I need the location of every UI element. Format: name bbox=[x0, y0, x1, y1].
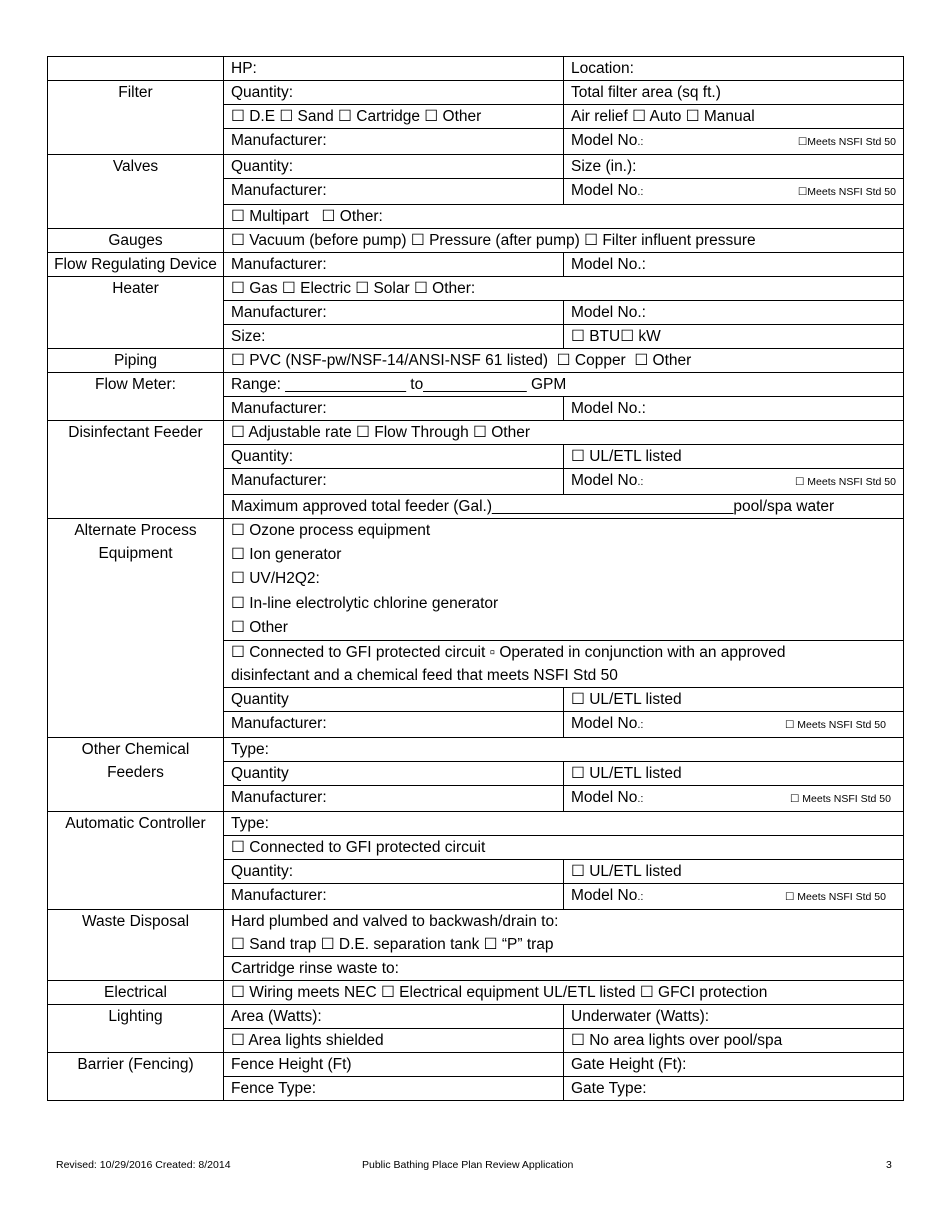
valves-model-field[interactable] bbox=[564, 179, 904, 205]
gauges-row bbox=[48, 229, 904, 253]
lighting-shielded-checkbox[interactable]: ☐ Area lights shielded bbox=[224, 1029, 564, 1053]
pump-location-field[interactable]: Location: bbox=[564, 57, 904, 81]
disinfectant-manufacturer-field[interactable]: Manufacturer: bbox=[224, 469, 564, 495]
filter-area-field[interactable]: Total filter area (sq ft.) bbox=[564, 81, 904, 105]
pump-label-cell bbox=[48, 57, 224, 81]
gauges-checkboxes[interactable]: ☐ Vacuum (before pump) ☐ Pressure (after pump) ☐ Filter influent pressure bbox=[224, 229, 904, 253]
barrier-gate-height-field[interactable]: Gate Height (Ft): bbox=[564, 1053, 904, 1077]
controller-type-field[interactable]: Type: bbox=[224, 812, 904, 836]
gauges-label: Gauges bbox=[48, 229, 224, 253]
electrical-checkboxes[interactable]: ☐ Wiring meets NEC ☐ Electrical equipment UL/ETL listed ☐ GFCI protection bbox=[224, 981, 904, 1005]
controller-model-field[interactable] bbox=[564, 884, 904, 910]
disinfectant-model-suffix: .: bbox=[637, 476, 644, 488]
controller-nsfi-checkbox[interactable]: ☐ Meets NSFI Std 50 bbox=[784, 891, 886, 904]
barrier-label: Barrier (Fencing) bbox=[48, 1053, 224, 1101]
flow-meter-manufacturer-field[interactable]: Manufacturer: bbox=[224, 397, 564, 421]
flow-meter-label: Flow Meter: bbox=[48, 373, 224, 421]
other-chem-model-suffix: .: bbox=[637, 793, 644, 806]
controller-model-label: Model No bbox=[571, 887, 638, 905]
controller-quantity-field[interactable]: Quantity: bbox=[224, 860, 564, 884]
filter-model-field[interactable] bbox=[564, 129, 904, 155]
waste-label: Waste Disposal bbox=[48, 910, 224, 981]
valves-label: Valves bbox=[48, 155, 224, 229]
flow-meter-row-1 bbox=[48, 373, 904, 397]
flow-device-row bbox=[48, 253, 904, 277]
heater-row-1 bbox=[48, 277, 904, 301]
valves-manufacturer-field[interactable]: Manufacturer: bbox=[224, 179, 564, 205]
flow-meter-range-field[interactable]: Range: ______________ to____________ GPM bbox=[224, 373, 904, 397]
valves-nsfi-checkbox[interactable]: ☐Meets NSFI Std 50 bbox=[797, 186, 896, 198]
disinfectant-row-1 bbox=[48, 421, 904, 445]
barrier-fence-height-field[interactable]: Fence Height (Ft) bbox=[224, 1053, 564, 1077]
valves-row-1 bbox=[48, 155, 904, 179]
filter-label: Filter bbox=[48, 81, 224, 155]
alternate-nsfi-checkbox[interactable]: ☐ Meets NSFI Std 50 bbox=[784, 719, 886, 732]
lighting-label: Lighting bbox=[48, 1005, 224, 1053]
alternate-listed-checkbox[interactable]: ☐ UL/ETL listed bbox=[564, 688, 904, 712]
filter-model-suffix: .: bbox=[637, 136, 644, 148]
filter-quantity-field[interactable]: Quantity: bbox=[224, 81, 564, 105]
other-chem-label: Other Chemical Feeders bbox=[48, 738, 224, 812]
disinfectant-listed-checkbox[interactable]: ☐ UL/ETL listed bbox=[564, 445, 904, 469]
footer-revised: Revised: 10/29/2016 Created: 8/2014 bbox=[56, 1159, 231, 1171]
valves-model-label: Model No bbox=[571, 182, 638, 199]
alternate-model-suffix: .: bbox=[637, 719, 644, 732]
heater-manufacturer-field[interactable]: Manufacturer: bbox=[224, 301, 564, 325]
piping-row bbox=[48, 349, 904, 373]
alternate-label: Alternate Process Equipment bbox=[48, 519, 224, 738]
lighting-underwater-field[interactable]: Underwater (Watts): bbox=[564, 1005, 904, 1029]
lighting-area-field[interactable]: Area (Watts): bbox=[224, 1005, 564, 1029]
disinfectant-nsfi-checkbox[interactable]: ☐ Meets NSFI Std 50 bbox=[794, 476, 896, 488]
heater-type-checkboxes[interactable]: ☐ Gas ☐ Electric ☐ Solar ☐ Other: bbox=[224, 277, 904, 301]
filter-air-relief-checkboxes[interactable]: Air relief ☐ Auto ☐ Manual bbox=[564, 105, 904, 129]
flow-device-model-field[interactable]: Model No.: bbox=[564, 253, 904, 277]
lighting-row-1 bbox=[48, 1005, 904, 1029]
lighting-no-area-checkbox[interactable]: ☐ No area lights over pool/spa bbox=[564, 1029, 904, 1053]
alternate-row-1 bbox=[48, 519, 904, 641]
disinfectant-max-feeder-field[interactable]: Maximum approved total feeder (Gal.)____________________________pool/spa water bbox=[224, 495, 904, 519]
alternate-option-uv[interactable]: ☐ UV/H2Q2: bbox=[231, 570, 320, 588]
waste-drain-field bbox=[224, 910, 904, 957]
equipment-form-table bbox=[47, 56, 904, 1101]
filter-model-label: Model No bbox=[571, 132, 638, 149]
other-chem-model-field[interactable] bbox=[564, 786, 904, 812]
other-chem-quantity-field[interactable]: Quantity bbox=[224, 762, 564, 786]
other-chem-model-label: Model No bbox=[571, 789, 638, 807]
alternate-option-electrolytic[interactable]: ☐ In-line electrolytic chlorine generator bbox=[231, 594, 499, 612]
waste-row-1 bbox=[48, 910, 904, 957]
heater-unit-checkboxes[interactable]: ☐ BTU☐ kW bbox=[564, 325, 904, 349]
footer-page-number: 3 bbox=[886, 1159, 892, 1171]
controller-gfi-checkbox[interactable]: ☐ Connected to GFI protected circuit bbox=[224, 836, 904, 860]
valves-model-suffix: .: bbox=[637, 186, 644, 198]
waste-trap-checkboxes[interactable]: ☐ Sand trap ☐ D.E. separation tank ☐ “P” trap bbox=[231, 936, 554, 954]
electrical-row bbox=[48, 981, 904, 1005]
filter-nsfi-checkbox[interactable]: ☐Meets NSFI Std 50 bbox=[797, 136, 896, 148]
controller-row-1 bbox=[48, 812, 904, 836]
alternate-manufacturer-field[interactable]: Manufacturer: bbox=[224, 712, 564, 738]
pump-row bbox=[48, 57, 904, 81]
heater-size-field[interactable]: Size: bbox=[224, 325, 564, 349]
valves-quantity-field[interactable]: Quantity: bbox=[224, 155, 564, 179]
controller-model-suffix: .: bbox=[637, 891, 644, 904]
footer-title: Public Bathing Place Plan Review Application bbox=[362, 1159, 574, 1171]
disinfectant-quantity-field[interactable]: Quantity: bbox=[224, 445, 564, 469]
flow-device-label: Flow Regulating Device bbox=[48, 253, 224, 277]
alternate-options-list bbox=[224, 519, 904, 641]
flow-meter-model-field[interactable]: Model No.: bbox=[564, 397, 904, 421]
barrier-row-1 bbox=[48, 1053, 904, 1077]
other-chem-type-field[interactable]: Type: bbox=[224, 738, 904, 762]
disinfectant-type-checkboxes[interactable]: ☐ Adjustable rate ☐ Flow Through ☐ Other bbox=[224, 421, 904, 445]
barrier-fence-type-field[interactable]: Fence Type: bbox=[224, 1077, 564, 1101]
disinfectant-label: Disinfectant Feeder bbox=[48, 421, 224, 519]
alternate-option-ozone[interactable]: ☐ Ozone process equipment bbox=[231, 522, 431, 539]
waste-hard-plumbed-text: Hard plumbed and valved to backwash/drain to: bbox=[231, 913, 559, 931]
piping-label: Piping bbox=[48, 349, 224, 373]
alternate-model-field[interactable] bbox=[564, 712, 904, 738]
other-chem-row-1 bbox=[48, 738, 904, 762]
barrier-gate-type-field[interactable]: Gate Type: bbox=[564, 1077, 904, 1101]
valves-type-checkboxes[interactable]: ☐ Multipart ☐ Other: bbox=[224, 205, 904, 229]
filter-row-1 bbox=[48, 81, 904, 105]
controller-label: Automatic Controller bbox=[48, 812, 224, 910]
other-chem-listed-checkbox[interactable]: ☐ UL/ETL listed bbox=[564, 762, 904, 786]
heater-label: Heater bbox=[48, 277, 224, 349]
controller-listed-checkbox[interactable]: ☐ UL/ETL listed bbox=[564, 860, 904, 884]
disinfectant-model-field[interactable] bbox=[564, 469, 904, 495]
flow-device-manufacturer-field[interactable]: Manufacturer: bbox=[224, 253, 564, 277]
alternate-quantity-field[interactable]: Quantity bbox=[224, 688, 564, 712]
pump-hp-field[interactable]: HP: bbox=[224, 57, 564, 81]
filter-type-checkboxes[interactable]: ☐ D.E ☐ Sand ☐ Cartridge ☐ Other bbox=[224, 105, 564, 129]
other-chem-nsfi-checkbox[interactable]: ☐ Meets NSFI Std 50 bbox=[789, 793, 891, 806]
disinfectant-model-label: Model No bbox=[571, 472, 638, 489]
alternate-gfi-note[interactable]: ☐ Connected to GFI protected circuit ▫ Operated in conjunction with an approved disinfectant and a chemical feed that meets NSFI Std 50 bbox=[224, 641, 904, 688]
alternate-option-other[interactable]: ☐ Other bbox=[231, 618, 288, 636]
alternate-option-ion[interactable]: ☐ Ion generator bbox=[231, 546, 342, 564]
other-chem-manufacturer-field[interactable]: Manufacturer: bbox=[224, 786, 564, 812]
heater-model-field[interactable]: Model No.: bbox=[564, 301, 904, 325]
waste-cartridge-field[interactable]: Cartridge rinse waste to: bbox=[224, 957, 904, 981]
piping-checkboxes[interactable]: ☐ PVC (NSF-pw/NSF-14/ANSI-NSF 61 listed) ☐ Copper ☐ Other bbox=[224, 349, 904, 373]
filter-manufacturer-field[interactable]: Manufacturer: bbox=[224, 129, 564, 155]
electrical-label: Electrical bbox=[48, 981, 224, 1005]
controller-manufacturer-field[interactable]: Manufacturer: bbox=[224, 884, 564, 910]
alternate-model-label: Model No bbox=[571, 715, 638, 733]
valves-size-field[interactable]: Size (in.): bbox=[564, 155, 904, 179]
